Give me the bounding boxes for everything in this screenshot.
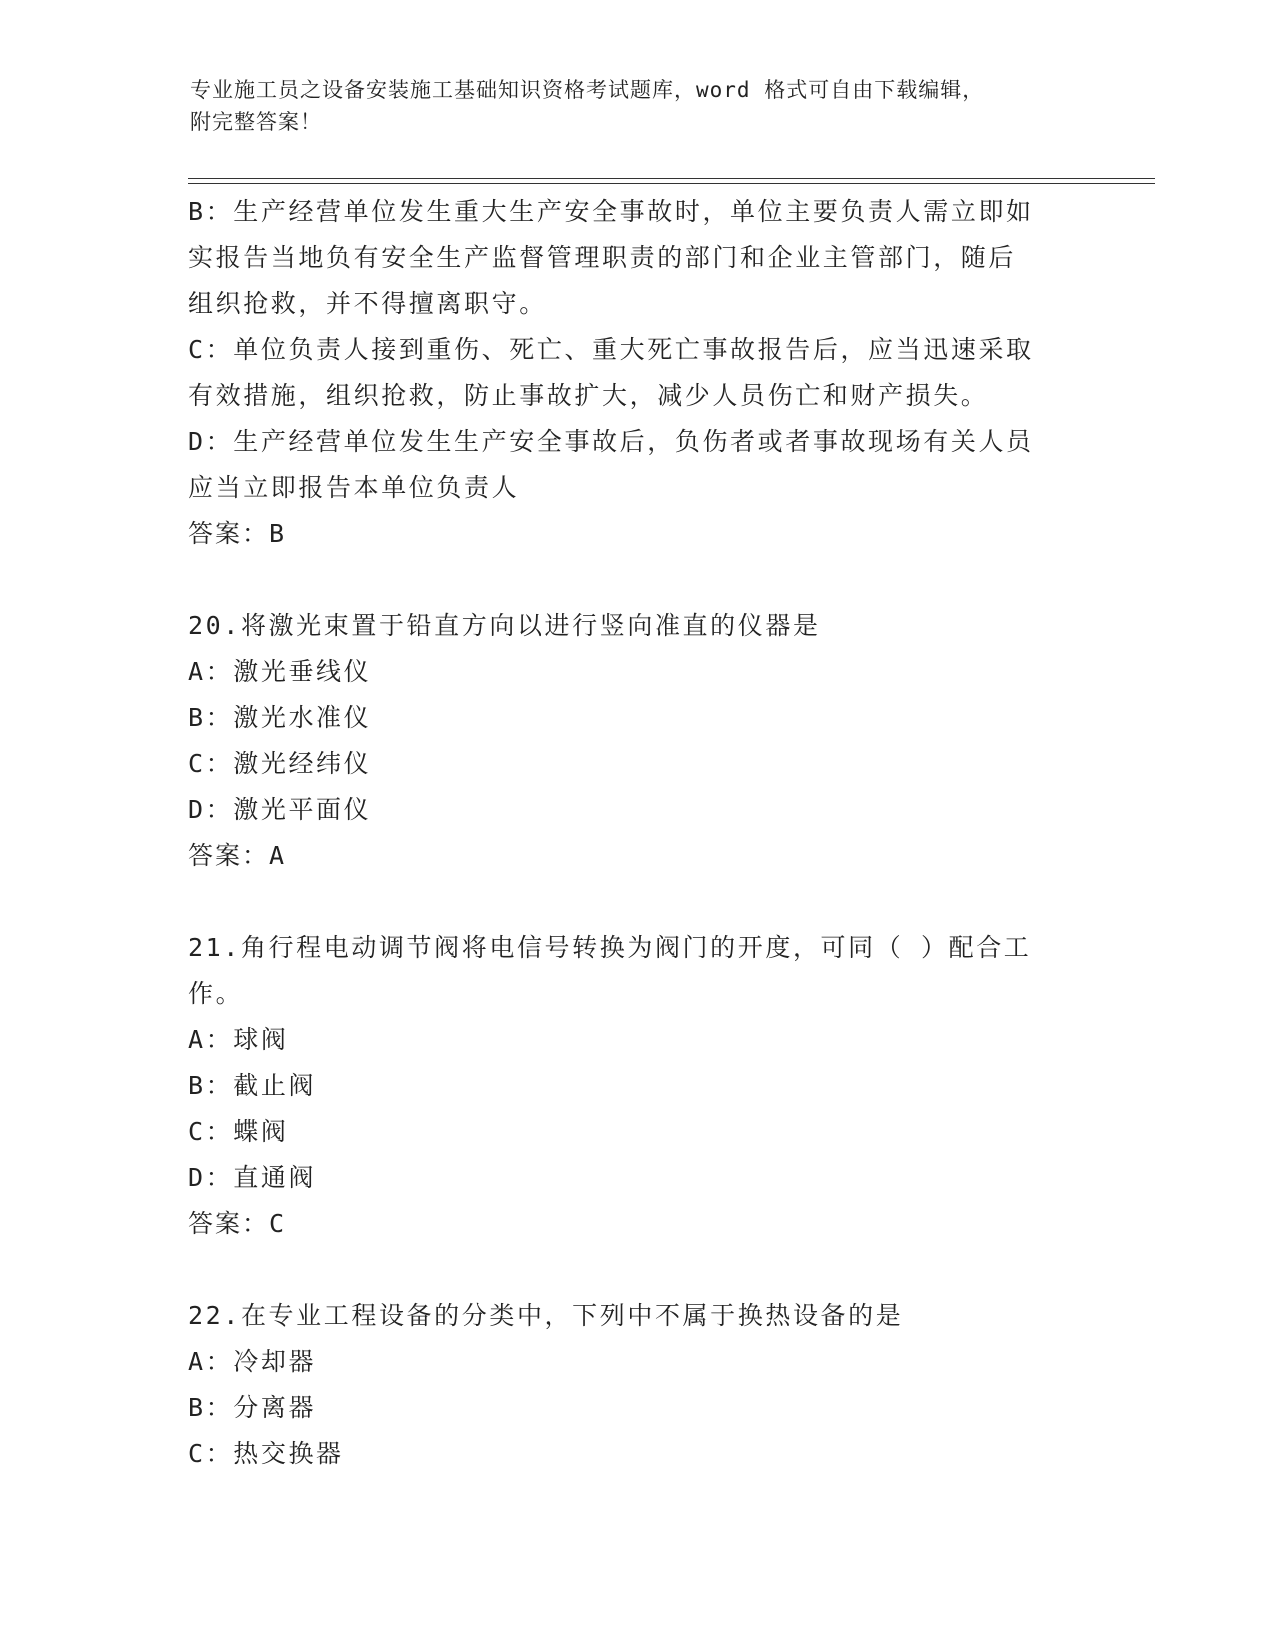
option-a: A：激光垂线仪 bbox=[188, 657, 372, 686]
question-21 bbox=[188, 925, 1088, 1247]
answer: 答案：B bbox=[188, 519, 287, 548]
question-text: 20.将激光束置于铅直方向以进行竖向准直的仪器是 bbox=[188, 611, 821, 640]
option-d bbox=[188, 419, 1088, 511]
answer: 答案：C bbox=[188, 1209, 287, 1238]
option-c: C：热交换器 bbox=[188, 1439, 344, 1468]
option-a: A：冷却器 bbox=[188, 1347, 317, 1376]
spacer bbox=[188, 1247, 1088, 1293]
option-b-line: B：生产经营单位发生重大生产安全事故时，单位主要负责人需立即如 bbox=[188, 197, 1034, 226]
option-c bbox=[188, 327, 1088, 419]
option-b bbox=[188, 189, 1088, 327]
answer: 答案：A bbox=[188, 841, 287, 870]
header-line-2: 附完整答案！ bbox=[190, 110, 322, 134]
option-b: B：分离器 bbox=[188, 1393, 317, 1422]
option-a: A：球阀 bbox=[188, 1025, 289, 1054]
option-d: D：激光平面仪 bbox=[188, 795, 372, 824]
option-d-line: 应当立即报告本单位负责人 bbox=[188, 473, 520, 502]
document-header bbox=[190, 74, 1090, 138]
document-body bbox=[188, 189, 1088, 1477]
header-line-1: 专业施工员之设备安装施工基础知识资格考试题库，word 格式可自由下载编辑， bbox=[190, 78, 985, 102]
option-d-line: D：生产经营单位发生生产安全事故后，负伤者或者事故现场有关人员 bbox=[188, 427, 1034, 456]
header-divider-top bbox=[188, 178, 1155, 179]
option-c-line: C：单位负责人接到重伤、死亡、重大死亡事故报告后，应当迅速采取 bbox=[188, 335, 1034, 364]
option-b: B：截止阀 bbox=[188, 1071, 317, 1100]
option-b-line: 组织抢救，并不得擅离职守。 bbox=[188, 289, 547, 318]
option-c: C：激光经纬仪 bbox=[188, 749, 372, 778]
header-divider-bottom bbox=[188, 183, 1155, 184]
option-c: C：蝶阀 bbox=[188, 1117, 289, 1146]
option-b: B：激光水准仪 bbox=[188, 703, 372, 732]
option-c-line: 有效措施，组织抢救，防止事故扩大，减少人员伤亡和财产损失。 bbox=[188, 381, 989, 410]
question-19-tail bbox=[188, 189, 1088, 557]
question-20 bbox=[188, 603, 1088, 879]
question-text-line: 21.角行程电动调节阀将电信号转换为阀门的开度，可同（ ）配合工 bbox=[188, 933, 1032, 962]
question-22 bbox=[188, 1293, 1088, 1477]
option-b-line: 实报告当地负有安全生产监督管理职责的部门和企业主管部门，随后 bbox=[188, 243, 1017, 272]
spacer bbox=[188, 557, 1088, 603]
option-d: D：直通阀 bbox=[188, 1163, 317, 1192]
question-text: 22.在专业工程设备的分类中，下列中不属于换热设备的是 bbox=[188, 1301, 904, 1330]
question-text-line: 作。 bbox=[188, 979, 244, 1008]
spacer bbox=[188, 879, 1088, 925]
